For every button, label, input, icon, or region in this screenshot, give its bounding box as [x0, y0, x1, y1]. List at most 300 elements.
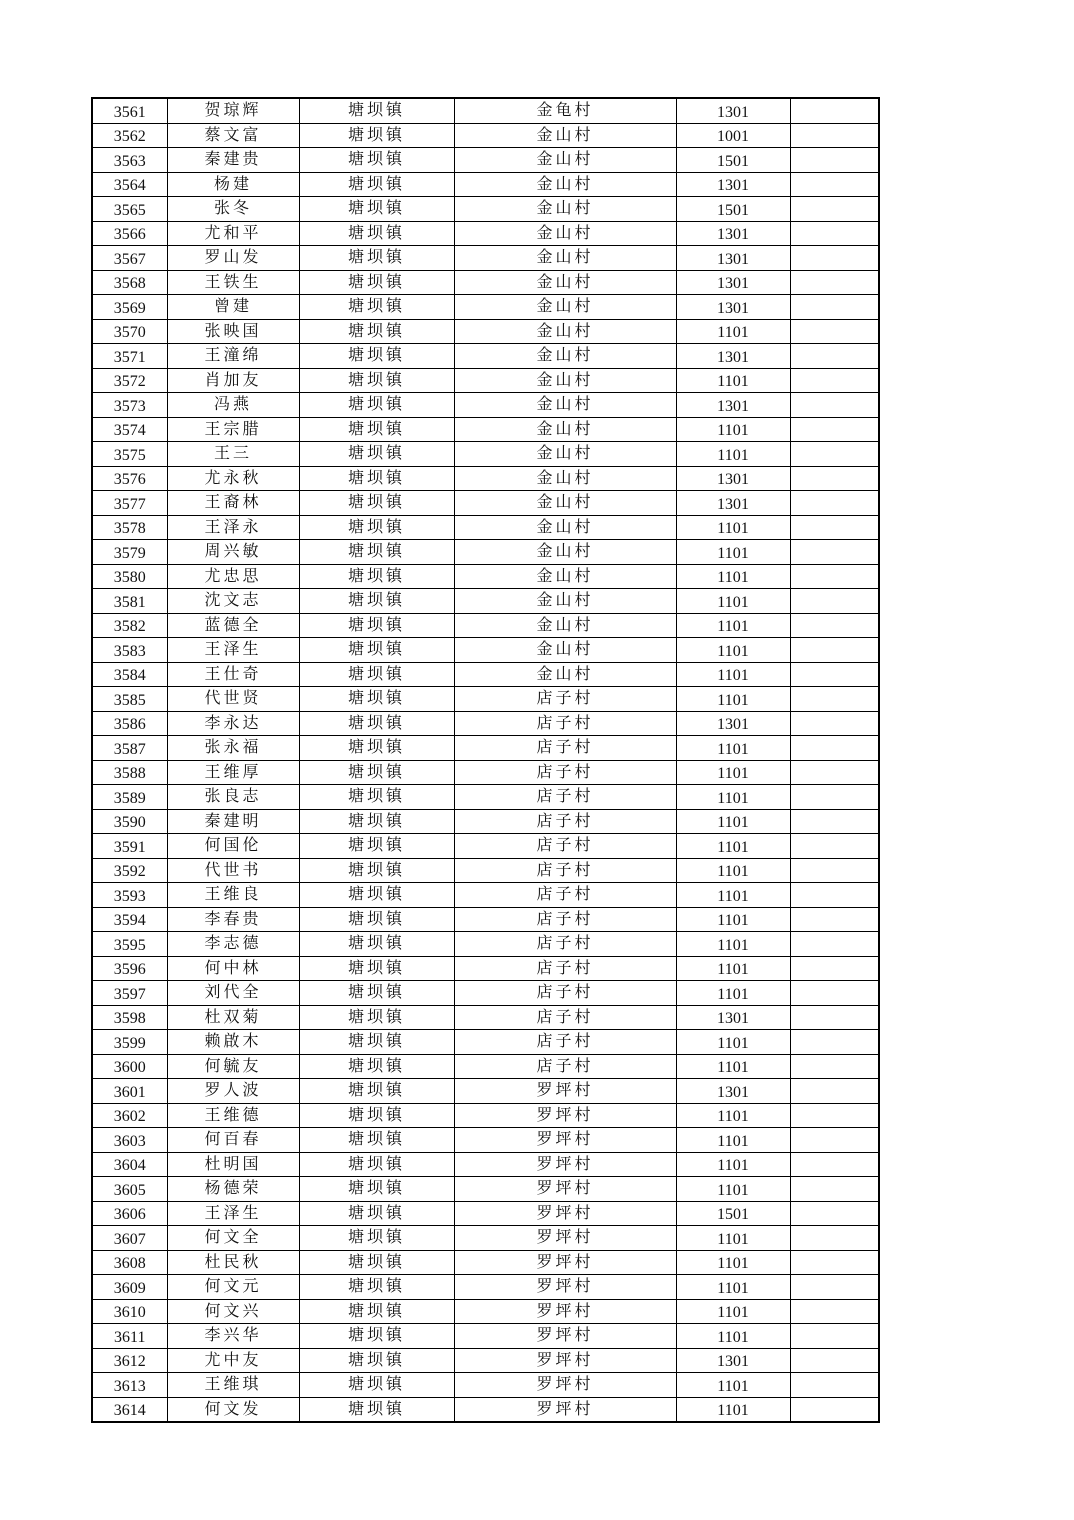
code-cell: 1301 [676, 466, 790, 491]
remark-cell [790, 417, 879, 442]
remark-cell [790, 1152, 879, 1177]
name-cell: 蓝德全 [167, 613, 299, 638]
code-cell: 1101 [676, 858, 790, 883]
remark-cell [790, 1324, 879, 1349]
code-cell: 1101 [676, 883, 790, 908]
serial-number-cell: 3571 [92, 344, 167, 369]
village-cell: 店子村 [454, 687, 676, 712]
table-row [92, 1005, 879, 1030]
town-cell: 塘坝镇 [299, 1373, 454, 1398]
village-cell: 店子村 [454, 907, 676, 932]
code-cell: 1101 [676, 760, 790, 785]
serial-number-cell: 3614 [92, 1397, 167, 1422]
serial-number-cell: 3572 [92, 368, 167, 393]
name-cell: 尤永秋 [167, 466, 299, 491]
table-row [92, 662, 879, 687]
name-cell: 王泽生 [167, 638, 299, 663]
remark-cell [790, 1005, 879, 1030]
table-row [92, 270, 879, 295]
town-cell: 塘坝镇 [299, 760, 454, 785]
village-cell: 店子村 [454, 883, 676, 908]
name-cell: 王宗腊 [167, 417, 299, 442]
town-cell: 塘坝镇 [299, 932, 454, 957]
table-row [92, 956, 879, 981]
remark-cell [790, 981, 879, 1006]
table-row [92, 834, 879, 859]
serial-number-cell: 3609 [92, 1275, 167, 1300]
village-cell: 金山村 [454, 564, 676, 589]
code-cell: 1101 [676, 736, 790, 761]
village-cell: 罗坪村 [454, 1373, 676, 1398]
serial-number-cell: 3601 [92, 1079, 167, 1104]
village-cell: 金山村 [454, 613, 676, 638]
name-cell: 罗人波 [167, 1079, 299, 1104]
code-cell: 1101 [676, 1397, 790, 1422]
code-cell: 1101 [676, 687, 790, 712]
town-cell: 塘坝镇 [299, 368, 454, 393]
serial-number-cell: 3564 [92, 172, 167, 197]
code-cell: 1101 [676, 417, 790, 442]
serial-number-cell: 3566 [92, 221, 167, 246]
code-cell: 1101 [676, 1299, 790, 1324]
village-cell: 金山村 [454, 393, 676, 418]
remark-cell [790, 1397, 879, 1422]
serial-number-cell: 3590 [92, 809, 167, 834]
table-row [92, 687, 879, 712]
village-cell: 金山村 [454, 172, 676, 197]
table-row [92, 981, 879, 1006]
remark-cell [790, 1103, 879, 1128]
town-cell: 塘坝镇 [299, 1152, 454, 1177]
remark-cell [790, 1128, 879, 1153]
name-cell: 周兴敏 [167, 540, 299, 565]
code-cell: 1101 [676, 1152, 790, 1177]
town-cell: 塘坝镇 [299, 638, 454, 663]
town-cell: 塘坝镇 [299, 148, 454, 173]
village-cell: 罗坪村 [454, 1177, 676, 1202]
code-cell: 1501 [676, 197, 790, 222]
serial-number-cell: 3597 [92, 981, 167, 1006]
village-cell: 罗坪村 [454, 1250, 676, 1275]
table-row [92, 515, 879, 540]
serial-number-cell: 3565 [92, 197, 167, 222]
name-cell: 李春贵 [167, 907, 299, 932]
name-cell: 王裔林 [167, 491, 299, 516]
table-row [92, 98, 879, 123]
table-row [92, 1079, 879, 1104]
remark-cell [790, 491, 879, 516]
name-cell: 刘代全 [167, 981, 299, 1006]
code-cell: 1101 [676, 442, 790, 467]
code-cell: 1301 [676, 1005, 790, 1030]
remark-cell [790, 246, 879, 271]
table-row [92, 907, 879, 932]
serial-number-cell: 3581 [92, 589, 167, 614]
village-cell: 店子村 [454, 1054, 676, 1079]
serial-number-cell: 3586 [92, 711, 167, 736]
town-cell: 塘坝镇 [299, 270, 454, 295]
town-cell: 塘坝镇 [299, 98, 454, 123]
table-row [92, 785, 879, 810]
town-cell: 塘坝镇 [299, 221, 454, 246]
name-cell: 曾建 [167, 295, 299, 320]
table-row [92, 319, 879, 344]
remark-cell [790, 540, 879, 565]
town-cell: 塘坝镇 [299, 1201, 454, 1226]
code-cell: 1101 [676, 540, 790, 565]
remark-cell [790, 809, 879, 834]
serial-number-cell: 3561 [92, 98, 167, 123]
code-cell: 1101 [676, 932, 790, 957]
town-cell: 塘坝镇 [299, 172, 454, 197]
table-row [92, 589, 879, 614]
name-cell: 何百春 [167, 1128, 299, 1153]
serial-number-cell: 3602 [92, 1103, 167, 1128]
village-cell: 店子村 [454, 1030, 676, 1055]
town-cell: 塘坝镇 [299, 1079, 454, 1104]
name-cell: 何文全 [167, 1226, 299, 1251]
code-cell: 1101 [676, 956, 790, 981]
table-row [92, 1054, 879, 1079]
village-cell: 店子村 [454, 736, 676, 761]
table-row [92, 368, 879, 393]
name-cell: 尤中友 [167, 1348, 299, 1373]
serial-number-cell: 3595 [92, 932, 167, 957]
serial-number-cell: 3589 [92, 785, 167, 810]
table-row [92, 442, 879, 467]
serial-number-cell: 3588 [92, 760, 167, 785]
village-cell: 金山村 [454, 466, 676, 491]
serial-number-cell: 3603 [92, 1128, 167, 1153]
serial-number-cell: 3599 [92, 1030, 167, 1055]
name-cell: 代世书 [167, 858, 299, 883]
name-cell: 李志德 [167, 932, 299, 957]
table-row [92, 466, 879, 491]
table-row [92, 932, 879, 957]
code-cell: 1001 [676, 123, 790, 148]
name-cell: 李兴华 [167, 1324, 299, 1349]
town-cell: 塘坝镇 [299, 1030, 454, 1055]
town-cell: 塘坝镇 [299, 1324, 454, 1349]
code-cell: 1101 [676, 1373, 790, 1398]
name-cell: 代世贤 [167, 687, 299, 712]
roster-table [91, 97, 880, 1423]
remark-cell [790, 123, 879, 148]
serial-number-cell: 3606 [92, 1201, 167, 1226]
village-cell: 金山村 [454, 540, 676, 565]
remark-cell [790, 834, 879, 859]
serial-number-cell: 3583 [92, 638, 167, 663]
remark-cell [790, 442, 879, 467]
code-cell: 1301 [676, 1079, 790, 1104]
table-row [92, 736, 879, 761]
town-cell: 塘坝镇 [299, 1054, 454, 1079]
name-cell: 王泽生 [167, 1201, 299, 1226]
table-row [92, 883, 879, 908]
village-cell: 金山村 [454, 442, 676, 467]
code-cell: 1101 [676, 368, 790, 393]
code-cell: 1301 [676, 246, 790, 271]
serial-number-cell: 3612 [92, 1348, 167, 1373]
table-row [92, 1299, 879, 1324]
serial-number-cell: 3593 [92, 883, 167, 908]
serial-number-cell: 3605 [92, 1177, 167, 1202]
name-cell: 蔡文富 [167, 123, 299, 148]
town-cell: 塘坝镇 [299, 981, 454, 1006]
serial-number-cell: 3613 [92, 1373, 167, 1398]
remark-cell [790, 1275, 879, 1300]
remark-cell [790, 662, 879, 687]
village-cell: 金山村 [454, 344, 676, 369]
table-row [92, 1201, 879, 1226]
code-cell: 1301 [676, 270, 790, 295]
serial-number-cell: 3584 [92, 662, 167, 687]
village-cell: 金龟村 [454, 98, 676, 123]
table-row [92, 1030, 879, 1055]
remark-cell [790, 564, 879, 589]
town-cell: 塘坝镇 [299, 834, 454, 859]
name-cell: 王仕奇 [167, 662, 299, 687]
town-cell: 塘坝镇 [299, 1226, 454, 1251]
remark-cell [790, 1030, 879, 1055]
town-cell: 塘坝镇 [299, 491, 454, 516]
name-cell: 王铁生 [167, 270, 299, 295]
village-cell: 罗坪村 [454, 1226, 676, 1251]
name-cell: 秦建贵 [167, 148, 299, 173]
name-cell: 王维厚 [167, 760, 299, 785]
village-cell: 金山村 [454, 270, 676, 295]
remark-cell [790, 1054, 879, 1079]
serial-number-cell: 3562 [92, 123, 167, 148]
roster-table-body [92, 98, 879, 1422]
name-cell: 赖啟木 [167, 1030, 299, 1055]
village-cell: 金山村 [454, 295, 676, 320]
name-cell: 何中林 [167, 956, 299, 981]
remark-cell [790, 736, 879, 761]
name-cell: 杨德荣 [167, 1177, 299, 1202]
table-row [92, 1128, 879, 1153]
remark-cell [790, 295, 879, 320]
remark-cell [790, 1299, 879, 1324]
table-row [92, 1275, 879, 1300]
code-cell: 1101 [676, 1177, 790, 1202]
village-cell: 金山村 [454, 246, 676, 271]
serial-number-cell: 3607 [92, 1226, 167, 1251]
table-row [92, 172, 879, 197]
town-cell: 塘坝镇 [299, 736, 454, 761]
serial-number-cell: 3567 [92, 246, 167, 271]
table-row [92, 491, 879, 516]
code-cell: 1101 [676, 834, 790, 859]
village-cell: 罗坪村 [454, 1275, 676, 1300]
table-row [92, 1373, 879, 1398]
town-cell: 塘坝镇 [299, 1177, 454, 1202]
remark-cell [790, 1250, 879, 1275]
code-cell: 1101 [676, 907, 790, 932]
code-cell: 1101 [676, 1128, 790, 1153]
name-cell: 张良志 [167, 785, 299, 810]
town-cell: 塘坝镇 [299, 123, 454, 148]
name-cell: 李永达 [167, 711, 299, 736]
table-row [92, 393, 879, 418]
table-row [92, 711, 879, 736]
code-cell: 1101 [676, 564, 790, 589]
village-cell: 金山村 [454, 123, 676, 148]
serial-number-cell: 3596 [92, 956, 167, 981]
town-cell: 塘坝镇 [299, 393, 454, 418]
name-cell: 张永福 [167, 736, 299, 761]
village-cell: 店子村 [454, 956, 676, 981]
village-cell: 金山村 [454, 148, 676, 173]
code-cell: 1501 [676, 148, 790, 173]
code-cell: 1101 [676, 589, 790, 614]
name-cell: 王潼绵 [167, 344, 299, 369]
remark-cell [790, 515, 879, 540]
name-cell: 张冬 [167, 197, 299, 222]
serial-number-cell: 3576 [92, 466, 167, 491]
serial-number-cell: 3570 [92, 319, 167, 344]
serial-number-cell: 3585 [92, 687, 167, 712]
village-cell: 金山村 [454, 491, 676, 516]
serial-number-cell: 3578 [92, 515, 167, 540]
table-row [92, 1103, 879, 1128]
code-cell: 1101 [676, 981, 790, 1006]
remark-cell [790, 956, 879, 981]
serial-number-cell: 3592 [92, 858, 167, 883]
serial-number-cell: 3568 [92, 270, 167, 295]
remark-cell [790, 687, 879, 712]
name-cell: 何文兴 [167, 1299, 299, 1324]
remark-cell [790, 270, 879, 295]
name-cell: 沈文志 [167, 589, 299, 614]
code-cell: 1101 [676, 1054, 790, 1079]
table-row [92, 417, 879, 442]
remark-cell [790, 172, 879, 197]
table-row [92, 221, 879, 246]
town-cell: 塘坝镇 [299, 883, 454, 908]
table-row [92, 1324, 879, 1349]
table-row [92, 148, 879, 173]
town-cell: 塘坝镇 [299, 246, 454, 271]
town-cell: 塘坝镇 [299, 319, 454, 344]
table-row [92, 638, 879, 663]
town-cell: 塘坝镇 [299, 197, 454, 222]
remark-cell [790, 148, 879, 173]
name-cell: 贺琼辉 [167, 98, 299, 123]
table-row [92, 760, 879, 785]
remark-cell [790, 932, 879, 957]
village-cell: 店子村 [454, 760, 676, 785]
town-cell: 塘坝镇 [299, 515, 454, 540]
table-row [92, 295, 879, 320]
remark-cell [790, 368, 879, 393]
serial-number-cell: 3587 [92, 736, 167, 761]
code-cell: 1101 [676, 809, 790, 834]
village-cell: 店子村 [454, 858, 676, 883]
remark-cell [790, 907, 879, 932]
remark-cell [790, 98, 879, 123]
village-cell: 店子村 [454, 834, 676, 859]
name-cell: 王泽永 [167, 515, 299, 540]
town-cell: 塘坝镇 [299, 295, 454, 320]
remark-cell [790, 1226, 879, 1251]
village-cell: 店子村 [454, 711, 676, 736]
name-cell: 秦建明 [167, 809, 299, 834]
village-cell: 店子村 [454, 809, 676, 834]
serial-number-cell: 3594 [92, 907, 167, 932]
village-cell: 店子村 [454, 785, 676, 810]
village-cell: 罗坪村 [454, 1397, 676, 1422]
town-cell: 塘坝镇 [299, 613, 454, 638]
town-cell: 塘坝镇 [299, 589, 454, 614]
village-cell: 金山村 [454, 197, 676, 222]
town-cell: 塘坝镇 [299, 956, 454, 981]
town-cell: 塘坝镇 [299, 1275, 454, 1300]
village-cell: 罗坪村 [454, 1201, 676, 1226]
code-cell: 1101 [676, 785, 790, 810]
remark-cell [790, 883, 879, 908]
serial-number-cell: 3575 [92, 442, 167, 467]
serial-number-cell: 3598 [92, 1005, 167, 1030]
serial-number-cell: 3574 [92, 417, 167, 442]
code-cell: 1101 [676, 1103, 790, 1128]
code-cell: 1301 [676, 491, 790, 516]
name-cell: 杜明国 [167, 1152, 299, 1177]
remark-cell [790, 589, 879, 614]
code-cell: 1501 [676, 1201, 790, 1226]
table-row [92, 613, 879, 638]
name-cell: 杜民秋 [167, 1250, 299, 1275]
serial-number-cell: 3577 [92, 491, 167, 516]
name-cell: 何文元 [167, 1275, 299, 1300]
code-cell: 1101 [676, 1275, 790, 1300]
village-cell: 店子村 [454, 981, 676, 1006]
town-cell: 塘坝镇 [299, 1103, 454, 1128]
serial-number-cell: 3582 [92, 613, 167, 638]
name-cell: 肖加友 [167, 368, 299, 393]
village-cell: 金山村 [454, 221, 676, 246]
village-cell: 金山村 [454, 368, 676, 393]
village-cell: 罗坪村 [454, 1128, 676, 1153]
village-cell: 店子村 [454, 932, 676, 957]
serial-number-cell: 3608 [92, 1250, 167, 1275]
table-row [92, 1348, 879, 1373]
village-cell: 金山村 [454, 589, 676, 614]
remark-cell [790, 1373, 879, 1398]
village-cell: 金山村 [454, 662, 676, 687]
code-cell: 1301 [676, 711, 790, 736]
code-cell: 1101 [676, 1226, 790, 1251]
town-cell: 塘坝镇 [299, 540, 454, 565]
code-cell: 1101 [676, 515, 790, 540]
name-cell: 杨建 [167, 172, 299, 197]
table-row [92, 1250, 879, 1275]
remark-cell [790, 1079, 879, 1104]
name-cell: 王维良 [167, 883, 299, 908]
remark-cell [790, 638, 879, 663]
town-cell: 塘坝镇 [299, 1250, 454, 1275]
village-cell: 罗坪村 [454, 1324, 676, 1349]
village-cell: 金山村 [454, 417, 676, 442]
village-cell: 罗坪村 [454, 1348, 676, 1373]
name-cell: 张映国 [167, 319, 299, 344]
town-cell: 塘坝镇 [299, 809, 454, 834]
code-cell: 1101 [676, 1250, 790, 1275]
serial-number-cell: 3563 [92, 148, 167, 173]
code-cell: 1101 [676, 319, 790, 344]
name-cell: 何毓友 [167, 1054, 299, 1079]
table-row [92, 1152, 879, 1177]
